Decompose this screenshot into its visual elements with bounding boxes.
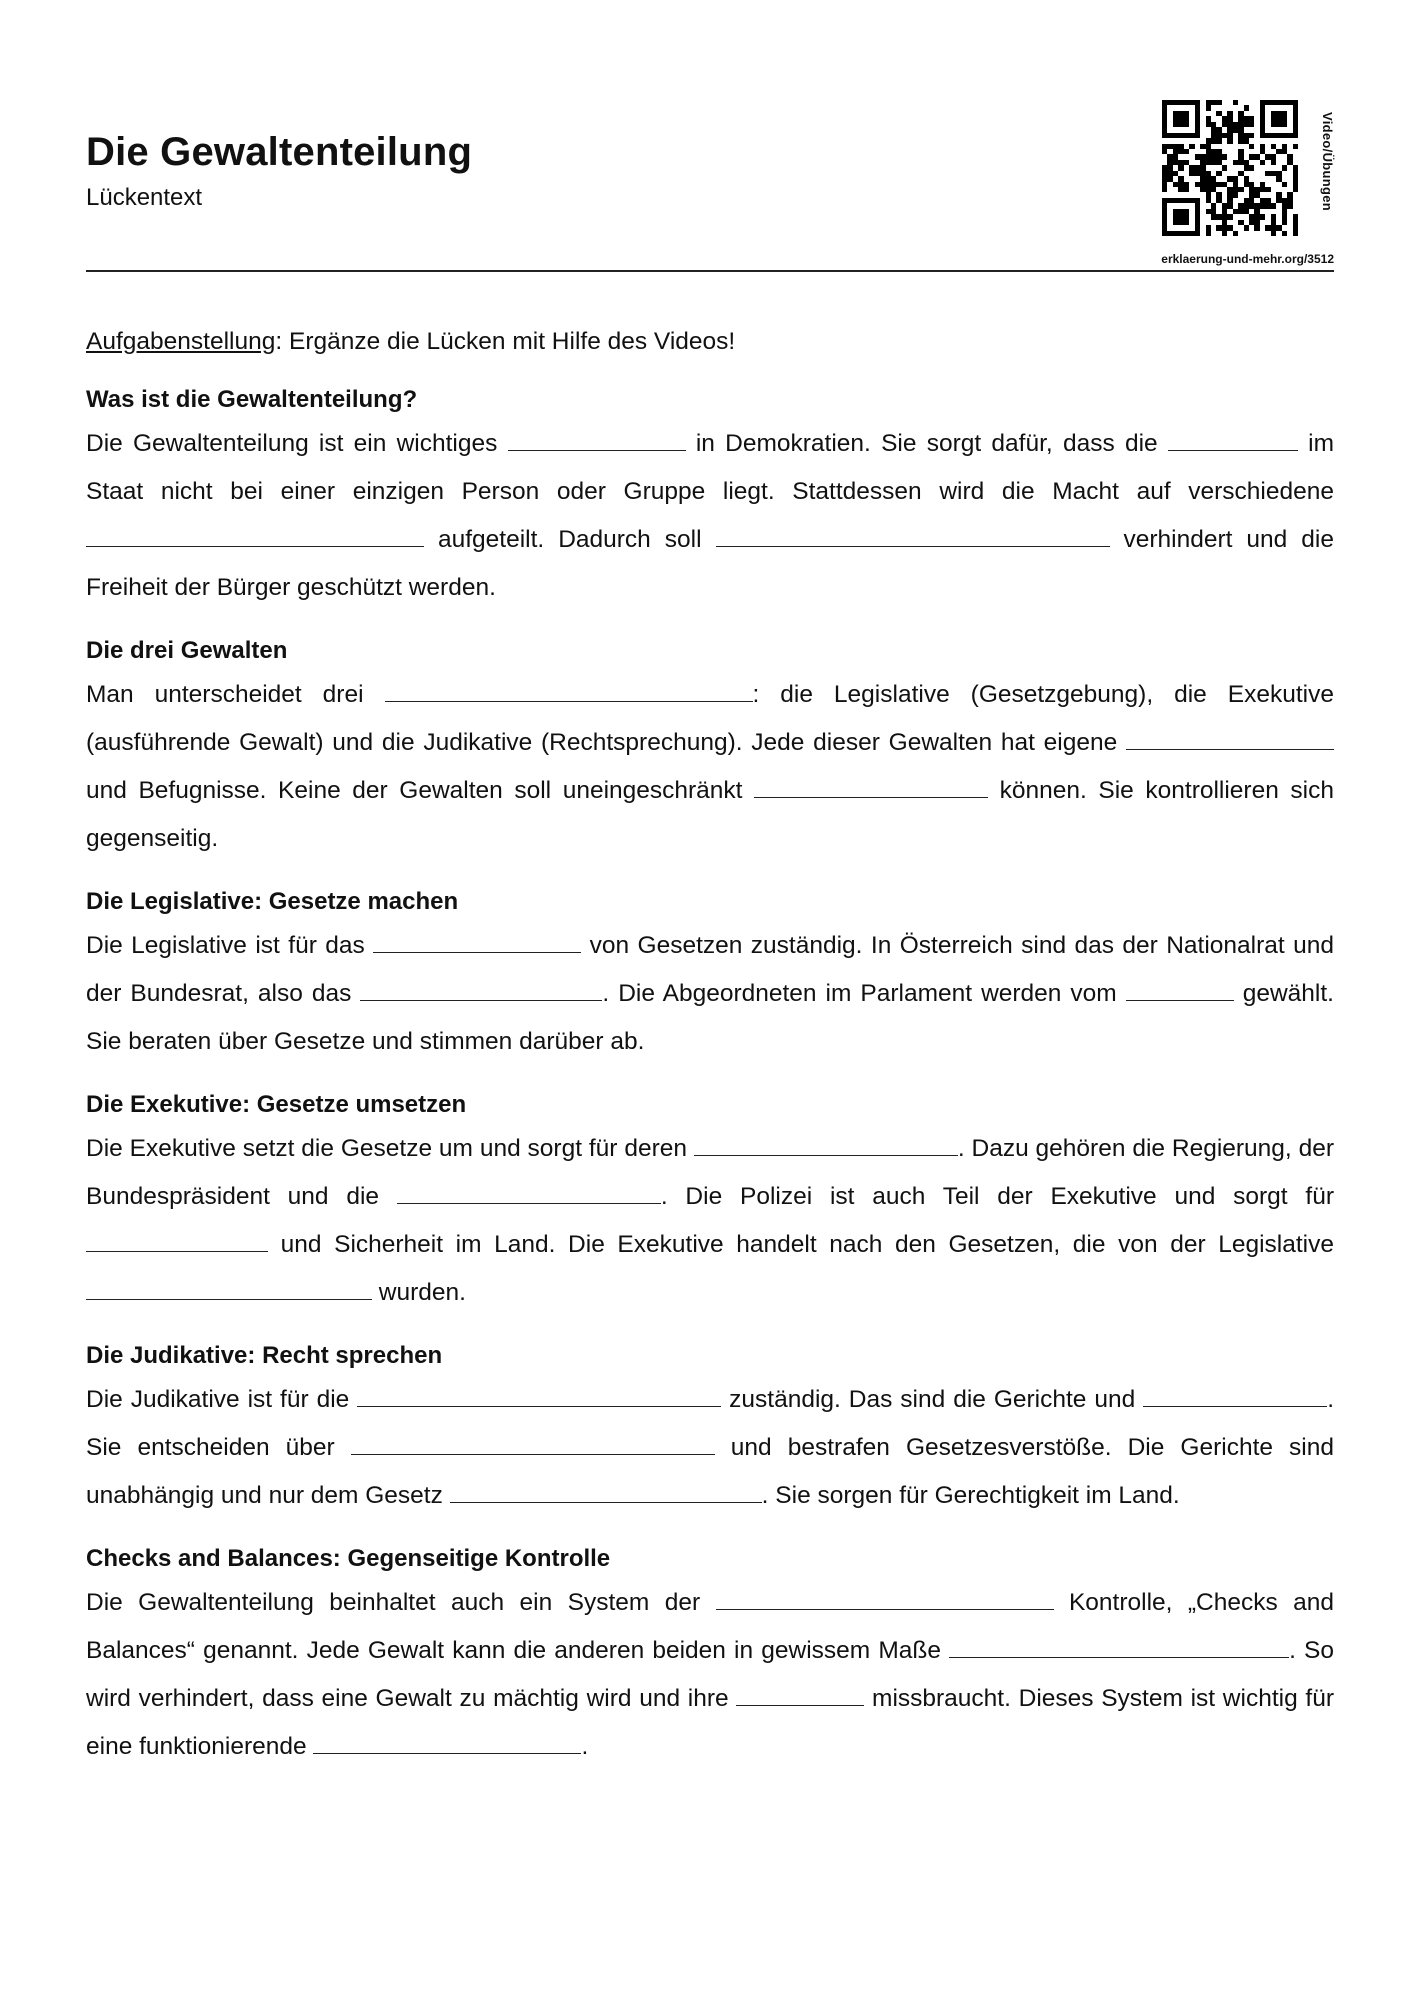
- worksheet-content: [86, 318, 1334, 1790]
- answer-blank[interactable]: [351, 1434, 715, 1455]
- section: [86, 1336, 1334, 1520]
- answer-blank[interactable]: [397, 1183, 661, 1204]
- text-run: .: [581, 1733, 589, 1760]
- answer-blank[interactable]: [1126, 729, 1334, 750]
- section: [86, 1539, 1334, 1771]
- text-run: und bestrafen Gesetzesverstöße. Die Gerichte sind unabhängig und nur dem Gesetz: [86, 1434, 1335, 1509]
- answer-blank[interactable]: [949, 1637, 1289, 1658]
- qr-side-label: Video/Übungen: [1320, 112, 1335, 211]
- cloze-paragraph: [86, 922, 1334, 1066]
- text-run: im Staat nicht bei einer einzigen Person oder Gruppe liegt. Stattdessen wird die Macht auf verschiedene: [86, 430, 1334, 505]
- cloze-paragraph: [86, 671, 1334, 863]
- cloze-paragraph: [86, 1125, 1334, 1317]
- text-run: Die Judikative ist für die: [86, 1386, 358, 1413]
- page-title: Die Gewaltenteilung: [86, 130, 473, 174]
- page-subtitle: Lückentext: [86, 184, 203, 211]
- task-text: : Ergänze die Lücken mit Hilfe des Videos!: [275, 328, 736, 355]
- text-run: zuständig. Das sind die Gerichte und: [721, 1386, 1144, 1413]
- text-run: Die Gewaltenteilung beinhaltet auch ein System der: [86, 1589, 716, 1616]
- section: [86, 1085, 1334, 1317]
- text-run: und Befugnisse. Keine der Gewalten soll uneingeschränkt: [86, 777, 755, 804]
- answer-blank[interactable]: [1126, 980, 1234, 1001]
- text-run: . Sie sorgen für Gerechtigkeit im Land.: [761, 1482, 1180, 1509]
- qr-url[interactable]: erklaerung-und-mehr.org/3512: [1161, 252, 1334, 266]
- cloze-paragraph: [86, 1376, 1334, 1520]
- text-run: in Demokratien. Sie sorgt dafür, dass die: [685, 430, 1168, 457]
- text-run: . Dazu gehören die Regierung, der Bundespräsident und die: [86, 1135, 1334, 1210]
- text-run: wurden.: [372, 1279, 466, 1306]
- text-run: Man unterscheidet drei: [86, 681, 385, 708]
- text-run: gewählt. Sie beraten über Gesetze und stimmen darüber ab.: [86, 980, 1334, 1055]
- answer-blank[interactable]: [1143, 1386, 1327, 1407]
- section-heading: Die drei Gewalten: [86, 637, 288, 664]
- qr-code-icon[interactable]: [1162, 100, 1298, 236]
- section: [86, 631, 1334, 863]
- text-run: . Sie entscheiden über: [86, 1386, 1334, 1461]
- text-run: von Gesetzen zuständig. In Österreich sind das der Nationalrat und der Bundesrat, also das: [86, 932, 1334, 1007]
- cloze-paragraph: [86, 420, 1334, 612]
- text-run: Kontrolle, „Checks and Balances“ genannt. Jede Gewalt kann die anderen beiden in gewissem Maße: [86, 1589, 1335, 1664]
- section-heading: Die Judikative: Recht sprechen: [86, 1342, 443, 1369]
- task-label: Aufgabenstellung: [86, 328, 276, 355]
- text-run: Die Exekutive setzt die Gesetze um und sorgt für deren: [86, 1135, 694, 1162]
- section: [86, 882, 1334, 1066]
- answer-blank[interactable]: [450, 1482, 762, 1503]
- answer-blank[interactable]: [313, 1733, 581, 1754]
- text-run: und Sicherheit im Land. Die Exekutive handelt nach den Gesetzen, die von der Legislative: [268, 1231, 1334, 1258]
- text-run: . Die Abgeordneten im Parlament werden vom: [602, 980, 1126, 1007]
- section: [86, 380, 1334, 612]
- answer-blank[interactable]: [508, 430, 686, 451]
- section-heading: Checks and Balances: Gegenseitige Kontrolle: [86, 1545, 611, 1572]
- section-heading: Die Exekutive: Gesetze umsetzen: [86, 1091, 467, 1118]
- answer-blank[interactable]: [716, 1589, 1054, 1610]
- answer-blank[interactable]: [373, 932, 581, 953]
- answer-blank[interactable]: [360, 980, 602, 1001]
- answer-blank[interactable]: [86, 1279, 372, 1300]
- header-divider: [86, 270, 1334, 272]
- answer-blank[interactable]: [736, 1685, 864, 1706]
- text-run: missbraucht. Dieses System ist wichtig für eine funktionierende: [86, 1685, 1334, 1760]
- text-run: Die Legislative ist für das: [86, 932, 374, 959]
- answer-blank[interactable]: [357, 1386, 721, 1407]
- answer-blank[interactable]: [754, 777, 988, 798]
- sections-container: [86, 380, 1334, 1771]
- section-heading: Was ist die Gewaltenteilung?: [86, 386, 418, 413]
- section-heading: Die Legislative: Gesetze machen: [86, 888, 459, 915]
- text-run: . So wird verhindert, dass eine Gewalt zu mächtig wird und ihre: [86, 1637, 1334, 1712]
- text-run: aufgeteilt. Dadurch soll: [424, 526, 716, 553]
- text-run: : die Legislative (Gesetzgebung), die Exekutive (ausführende Gewalt) und die Judikative (Rechtsprechung). Jede dieser Gewalten hat eigene: [86, 681, 1334, 756]
- task-instruction: [86, 318, 1334, 366]
- text-run: können. Sie kontrollieren sich gegenseitig.: [86, 777, 1334, 852]
- answer-blank[interactable]: [1168, 430, 1298, 451]
- answer-blank[interactable]: [86, 1231, 268, 1252]
- answer-blank[interactable]: [86, 526, 424, 547]
- text-run: verhindert und die Freiheit der Bürger geschützt werden.: [86, 526, 1334, 601]
- answer-blank[interactable]: [385, 681, 753, 702]
- answer-blank[interactable]: [716, 526, 1110, 547]
- text-run: Die Gewaltenteilung ist ein wichtiges: [86, 430, 508, 457]
- text-run: . Die Polizei ist auch Teil der Exekutive und sorgt für: [660, 1183, 1334, 1210]
- cloze-paragraph: [86, 1579, 1334, 1771]
- answer-blank[interactable]: [694, 1135, 958, 1156]
